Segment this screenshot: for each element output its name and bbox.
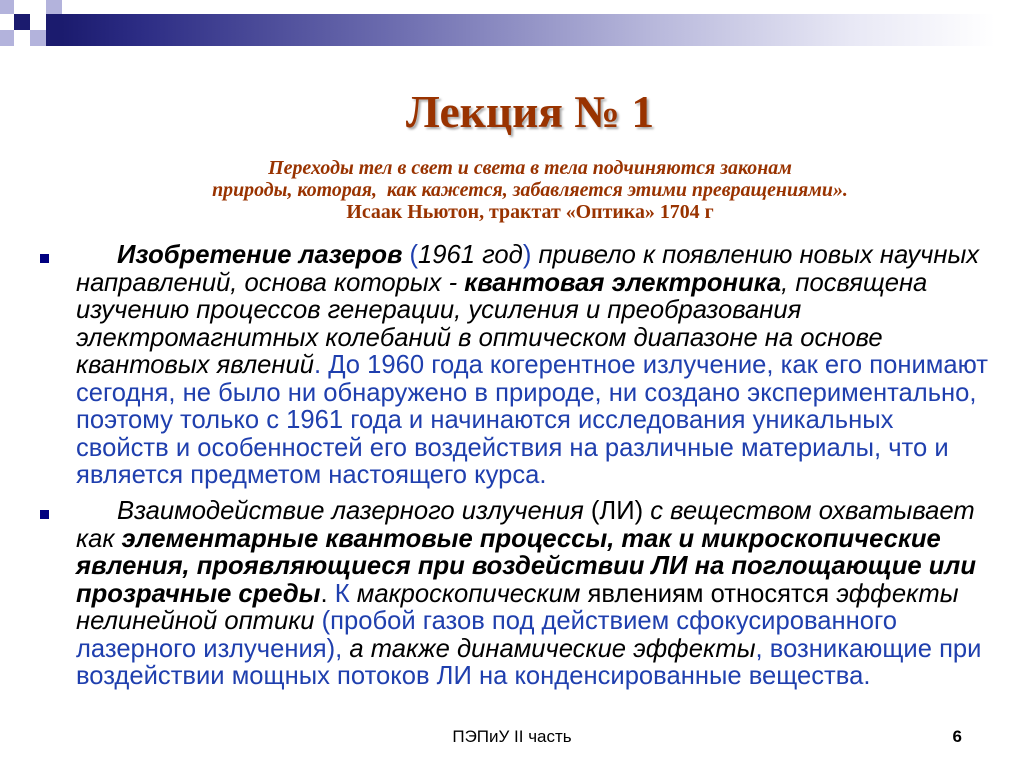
italic-text: нелинейной оптики	[76, 607, 315, 635]
key-term: квантовая электроника	[464, 268, 782, 297]
text-line	[76, 352, 988, 380]
text-line	[76, 435, 988, 463]
square-bullet-icon	[40, 510, 49, 519]
text-line	[76, 636, 981, 664]
key-term: Изобретение лазеров	[117, 241, 403, 269]
decor-square	[14, 14, 30, 30]
header-gradient-bar	[62, 14, 1024, 46]
text-line	[76, 242, 988, 270]
italic-text: , посвящена	[781, 268, 928, 297]
text-line	[76, 270, 988, 298]
text-line	[76, 526, 981, 554]
blue-text: воздействии мощных потоков ЛИ на конденсированные вещества.	[76, 662, 871, 690]
italic-text: эффекты	[836, 579, 959, 608]
text-line	[76, 553, 981, 581]
blue-text: сегодня, не было ни обнаружено в природе, ни создано экспериментально,	[76, 378, 977, 407]
italic-text: макроскопическим	[356, 579, 581, 608]
quote-attribution: Исаак Ньютон, трактат «Оптика» 1704 г	[346, 201, 714, 223]
blue-text: (пробой газов под действием сфокусированного	[314, 607, 898, 635]
blue-text: (	[402, 241, 419, 269]
italic-text: Взаимодействие лазерного излучения	[117, 497, 584, 525]
italic-text: привело к появлению новых научных	[531, 241, 980, 269]
blue-text: лазерного излучения),	[76, 634, 343, 663]
blue-text: поэтому только с 1961 года и начинаются исследования уникальных	[76, 406, 894, 434]
italic-text: электромагнитных колебаний в оптическом диапазоне на основе	[76, 323, 883, 352]
italic-text: а также динамические эффекты	[342, 634, 756, 663]
quote-line: Переходы тел в свет и света в тела подчиняются законам	[268, 157, 792, 179]
epigraph-quote	[36, 157, 1024, 223]
blue-text: является предметом настоящего курса.	[76, 461, 547, 489]
plain-text: явлениям относятся	[580, 579, 837, 608]
decor-square	[0, 0, 14, 14]
italic-text: изучению процессов генерации, усиления и преобразования	[76, 296, 802, 324]
plain-text: (ЛИ)	[583, 497, 651, 525]
italic-text: направлений, основа которых -	[76, 268, 465, 297]
slide-footer: ПЭПиУ II часть	[452, 727, 572, 746]
italic-text: с веществом охватывает	[650, 497, 975, 525]
italic-text: 1961 год	[418, 241, 523, 269]
bullet-item	[76, 242, 988, 490]
blue-text: , возникающие при	[755, 634, 982, 663]
key-term: элементарные квантовые процессы, так и микроскопические	[121, 524, 941, 553]
blue-text: )	[522, 241, 532, 269]
decor-square	[0, 30, 14, 46]
plain-text: .	[320, 579, 328, 608]
key-term: прозрачные среды	[76, 579, 321, 608]
italic-text: как	[76, 524, 122, 553]
quote-line: природы, которая, как кажется, забавляется этими превращениями».	[212, 179, 848, 201]
text-line	[76, 608, 981, 636]
blue-text: К	[327, 579, 357, 608]
bullet-item	[76, 498, 981, 691]
blue-text: свойств и особенностей его воздействия на различные материалы, что и	[76, 433, 949, 462]
italic-text: квантовых явлений	[76, 351, 314, 379]
text-line	[76, 581, 981, 609]
decor-square	[46, 14, 62, 46]
page-number: 6	[952, 727, 962, 746]
text-line	[76, 498, 981, 526]
decor-square	[30, 30, 46, 46]
square-bullet-icon	[40, 254, 49, 263]
text-line	[76, 380, 988, 408]
text-line	[76, 462, 988, 490]
text-line	[76, 325, 988, 353]
text-line	[76, 407, 988, 435]
text-line	[76, 663, 981, 691]
decor-square	[46, 0, 62, 14]
text-line	[76, 297, 988, 325]
slide-title: Лекция № 1	[405, 86, 655, 137]
key-term: явления, проявляющиеся при воздействии ЛИ на поглощающие или	[76, 552, 976, 580]
blue-text: . До 1960 года когерентное излучение, как его понимают	[313, 351, 988, 379]
